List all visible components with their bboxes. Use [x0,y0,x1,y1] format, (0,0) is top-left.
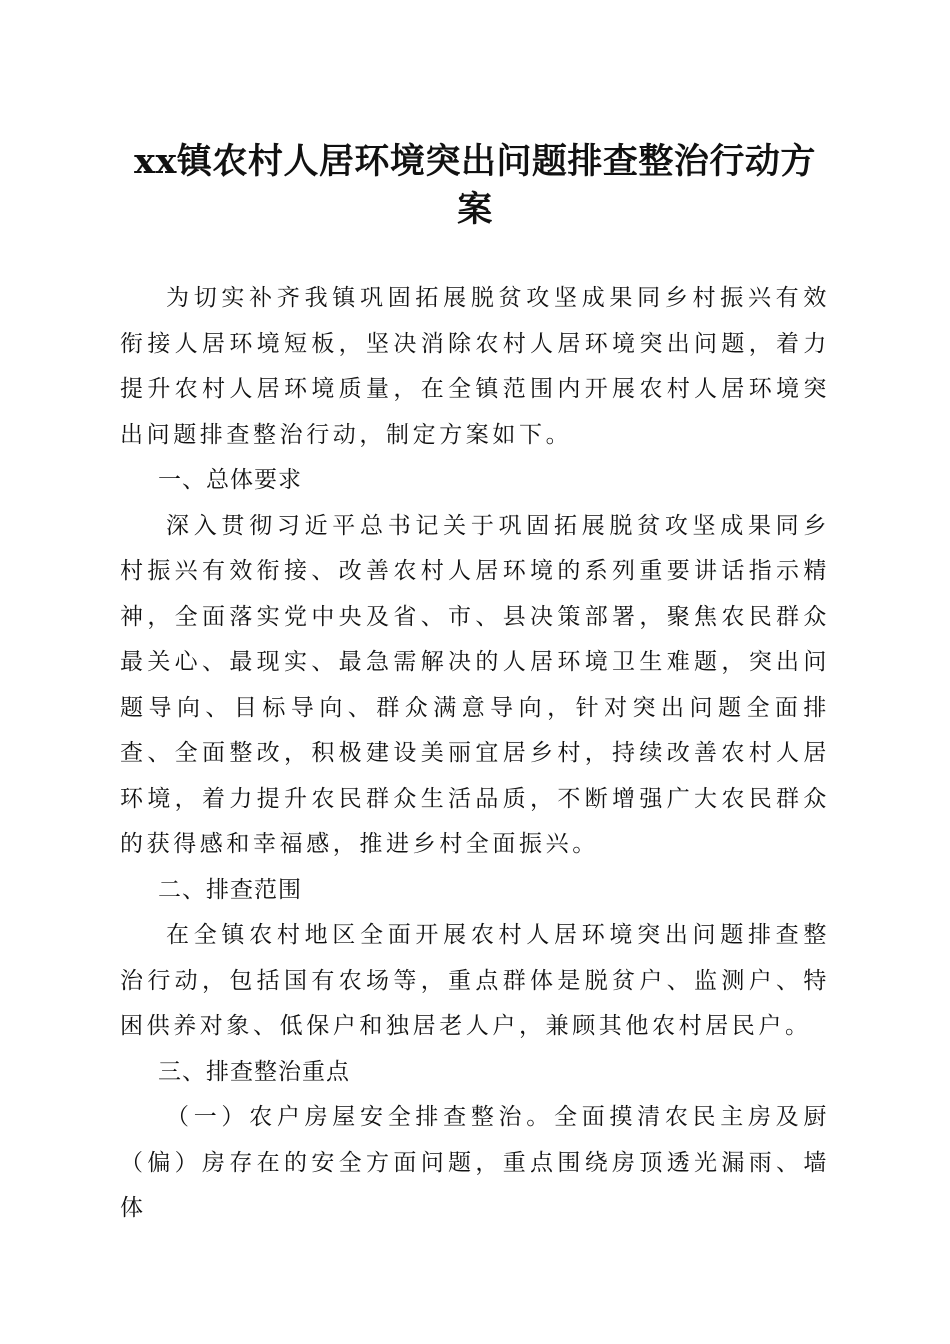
section-heading-key-points: 三、排查整治重点 [158,1058,350,1085]
section-paragraph-general-requirements: 深入贯彻习近平总书记关于巩固拓展脱贫攻坚成果同乡村振兴有效衔接、改善农村人居环境的系列重要讲话指示精神，全面落实党中央及省、市、县决策部署，聚焦农民群众最关心、最现实、最急需解决的人居环境卫生难题，突出问题导向、目标导向、群众满意导向，针对突出问题全面排查、全面整改，积极建设美丽宜居乡村，持续改善农村人居环境，着力提升农民群众生活品质，不断增强广大农民群众的获得感和幸福感，推进乡村全面振兴。 [120,512,830,857]
document-title: xx镇农村人居环境突出问题排查整治行动方案 [134,141,816,230]
section-paragraph-scope: 在全镇农村地区全面开展农村人居环境突出问题排查整治行动，包括国有农场等，重点群体是脱贫户、监测户、特困供养对象、低保户和独居老人户，兼顾其他农村居民户。 [120,922,830,1039]
sub-item-label: （一）农户房屋安全排查整治。 [166,1104,554,1130]
sub-item-text: 全面摸清农民主房及厨（偏）房存在的安全方面问题，重点围绕房顶透光漏雨、墙体 [120,1104,830,1221]
sub-item-housing-safety [120,1095,830,1232]
section-heading-general-requirements: 一、总体要求 [158,467,302,493]
section-heading-scope: 二、排查范围 [158,876,302,903]
intro-paragraph: 为切实补齐我镇巩固拓展脱贫攻坚成果同乡村振兴有效衔接人居环境短板，坚决消除农村人居环境突出问题，着力提升农村人居环境质量，在全镇范围内开展农村人居环境突出问题排查整治行动，制定方案如下。 [120,285,830,448]
document-body [120,276,830,1232]
